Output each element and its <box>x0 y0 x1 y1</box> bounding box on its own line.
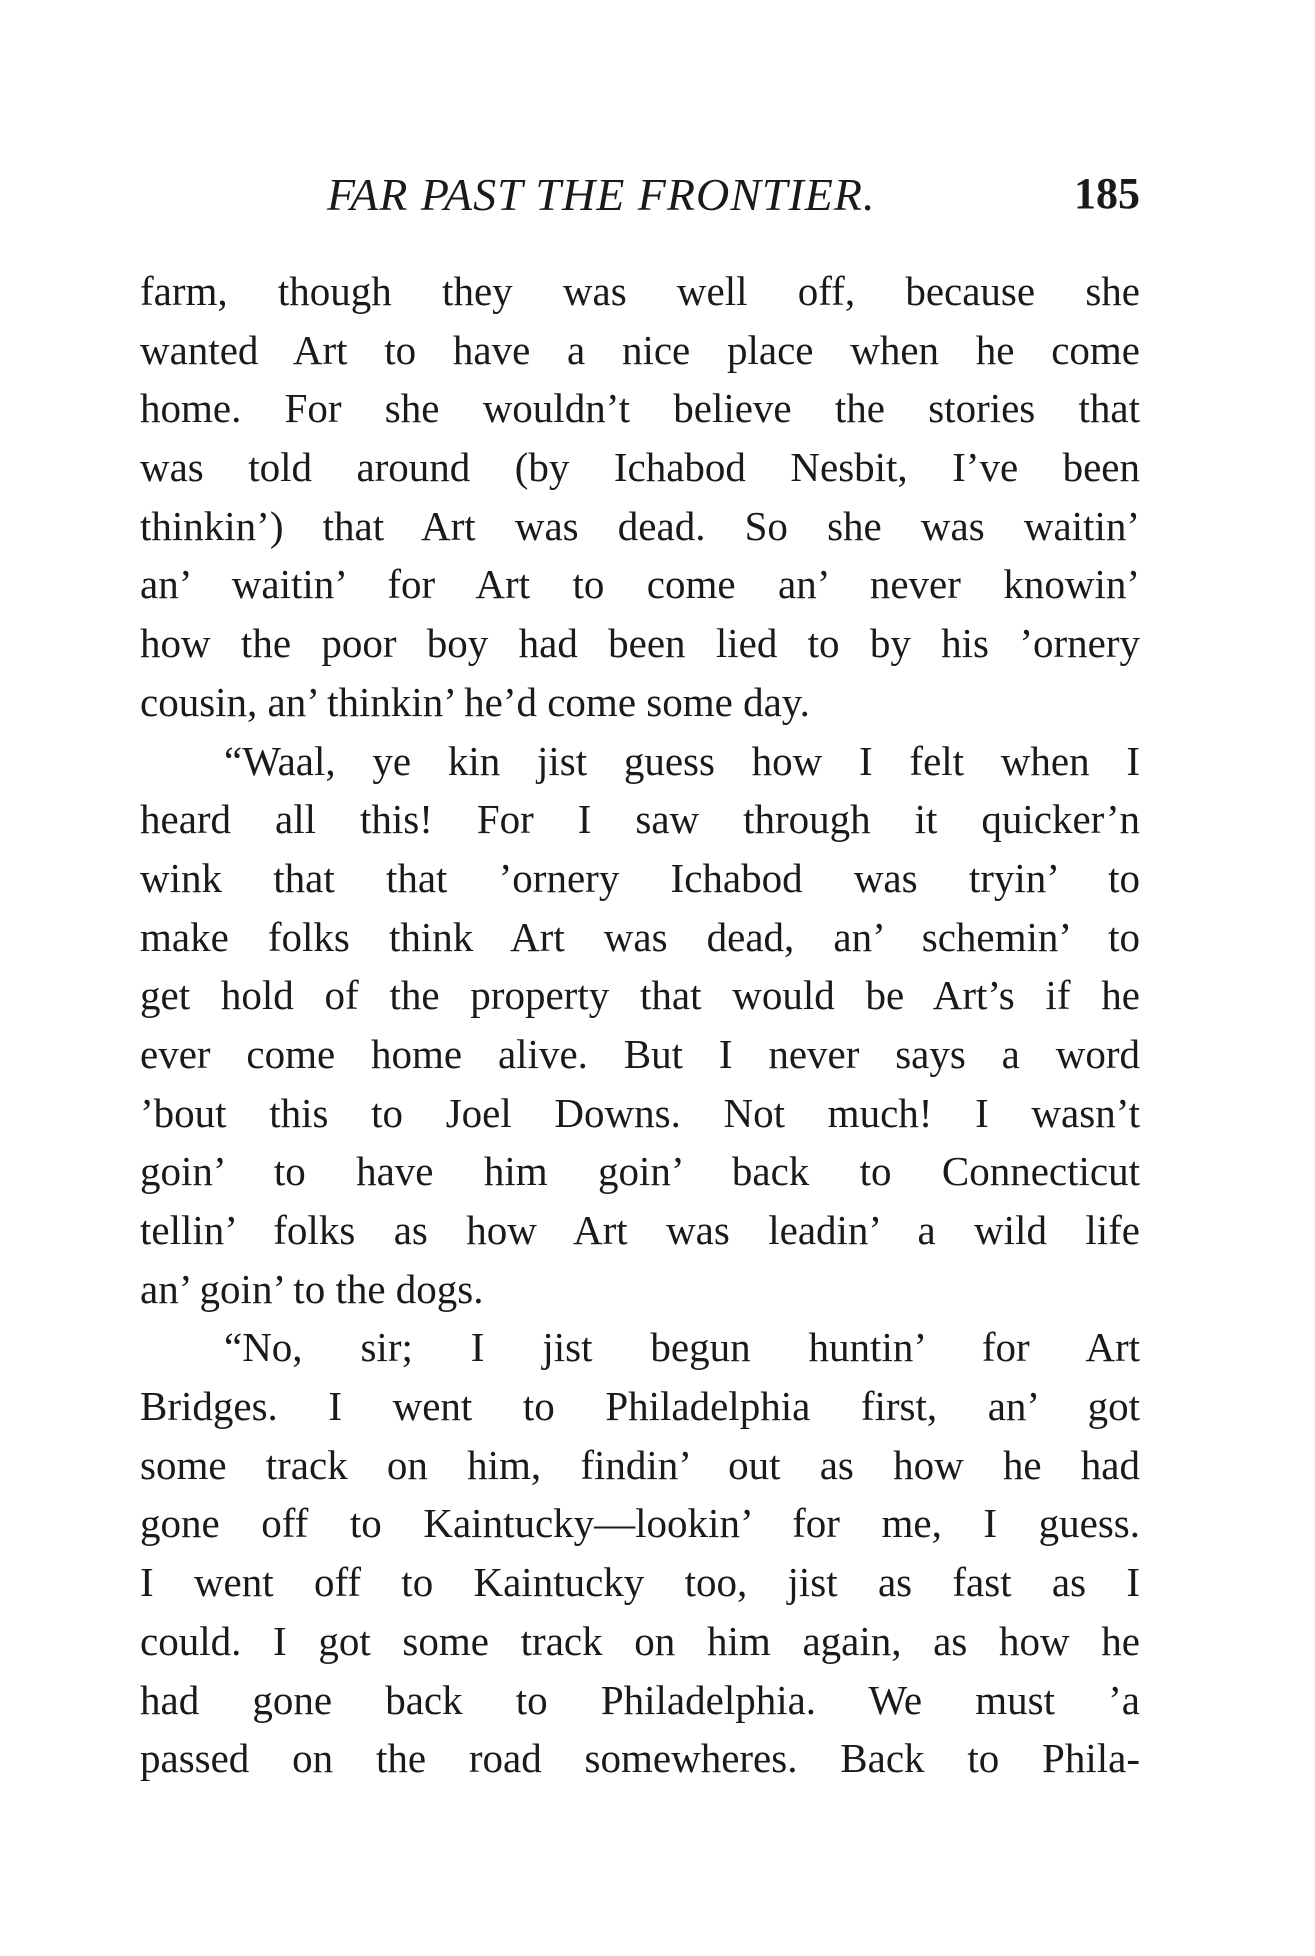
text-line: Bridges. I went to Philadelphia first, an’ got <box>140 1383 1140 1430</box>
text-line: wink that that ’ornery Ichabod was tryin’ to <box>140 854 1140 901</box>
text-line: some track on him, findin’ out as how he had <box>140 1441 1140 1488</box>
text-line: tellin’ folks as how Art was leadin’ a wild life <box>140 1207 1140 1253</box>
text-line: get hold of the property that would be Art’s if he <box>140 972 1140 1019</box>
text-line: had gone back to Philadelphia. We must ’a <box>140 1676 1140 1723</box>
text-line: gone off to Kaintucky—lookin’ for me, I guess. <box>140 1500 1140 1547</box>
text-line: farm, though they was well off, because she <box>140 268 1140 314</box>
page-number: 185 <box>1074 169 1140 218</box>
text-line: home. For she wouldn’t believe the stories that <box>140 385 1140 432</box>
text-line: make folks think Art was dead, an’ schemin’ to <box>140 913 1140 960</box>
paragraph-last-line: cousin, an’ thinkin’ he’d come some day. <box>140 678 810 725</box>
text-line: heard all this! For I saw through it quicker’n <box>140 796 1140 843</box>
text-line: I went off to Kaintucky too, jist as fast as I <box>140 1559 1140 1606</box>
text-line: goin’ to have him goin’ back to Connecticut <box>140 1148 1140 1195</box>
text-line: thinkin’) that Art was dead. So she was waitin’ <box>140 502 1140 549</box>
text-line: ’bout this to Joel Downs. Not much! I wasn’t <box>140 1089 1140 1136</box>
text-line: was told around (by Ichabod Nesbit, I’ve been <box>140 444 1140 491</box>
running-head <box>140 168 1140 228</box>
paragraph-first-line: “No, sir; I jist begun huntin’ for Art <box>224 1324 1140 1371</box>
text-line: how the poor boy had been lied to by his ’ornery <box>140 620 1140 667</box>
text-line: passed on the road somewheres. Back to Phila- <box>140 1735 1140 1782</box>
text-line: wanted Art to have a nice place when he come <box>140 326 1140 373</box>
paragraph-first-line: “Waal, ye kin jist guess how I felt when I <box>224 737 1140 784</box>
body-text <box>140 262 1140 1788</box>
paragraph-last-line: an’ goin’ to the dogs. <box>140 1265 484 1312</box>
text-line: an’ waitin’ for Art to come an’ never knowin’ <box>140 561 1140 608</box>
text-line: could. I got some track on him again, as how he <box>140 1617 1140 1664</box>
text-line: ever come home alive. But I never says a word <box>140 1030 1140 1077</box>
running-title: FAR PAST THE FRONTIER. <box>327 169 876 220</box>
